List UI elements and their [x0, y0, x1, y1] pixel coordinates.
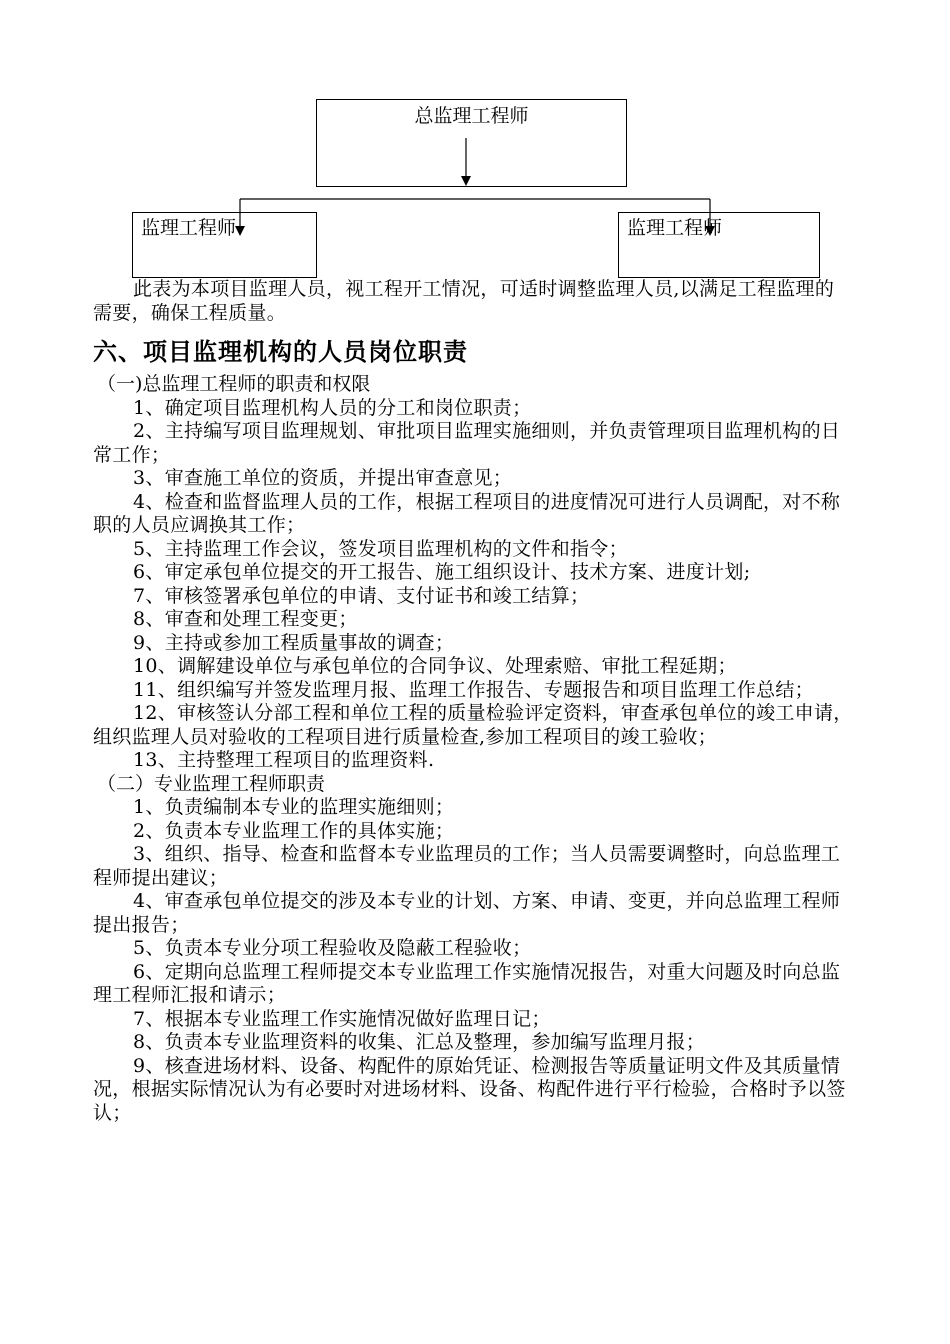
- list-item: 6、定期向总监理工程师提交本专业监理工作实施情况报告，对重大问题及时向总监理工程师汇报和请示；: [93, 960, 841, 1006]
- list-item: 8、负责本专业监理资料的收集、汇总及整理，参加编写监理月报；: [133, 1031, 706, 1053]
- section-title: 六、项目监理机构的人员岗位职责: [93, 338, 468, 366]
- list-item: 6、审定承包单位提交的开工报告、施工组织设计、技术方案、进度计划;: [133, 561, 751, 583]
- list-item: 5、主持监理工作会议，签发项目监理机构的文件和指令；: [133, 537, 628, 560]
- org-chart: [0, 0, 950, 290]
- engineer-label-right: 监理工程师: [627, 217, 723, 239]
- document-body: [93, 278, 853, 1125]
- list-item: 9、主持或参加工程质量事故的调查；: [133, 631, 455, 654]
- list-item: 3、审查施工单位的资质，并提出审查意见；: [133, 467, 513, 489]
- list-item: 12、审核签认分部工程和单位工程的质量检验评定资料，审查承包单位的竣工申请，组织监理人员对验收的工程项目进行质量检查,参加工程项目的竣工验收；: [93, 702, 853, 748]
- list-item: 2、负责本专业监理工作的具体实施；: [133, 819, 455, 842]
- list-item: 2、主持编写项目监理规划、审批项目监理实施细则，并负责管理项目监理机构的日常工作；: [93, 420, 841, 466]
- subsection-1-title: （一)总监理工程师的职责和权限: [97, 373, 371, 395]
- engineer-box-left: [132, 212, 317, 278]
- list-item: 7、审核签署承包单位的申请、支付证书和竣工结算；: [133, 584, 590, 607]
- list-item: 9、核查进场材料、设备、构配件的原始凭证、检测报告等质量证明文件及其质量情况，根据实际情况认为有必要时对进场材料、设备、构配件进行平行检验，合格时予以签认；: [93, 1054, 846, 1124]
- list-item: 3、组织、指导、检查和监督本专业监理员的工作；当人员需要调整时，向总监理工程师提出建议；: [93, 843, 841, 889]
- engineer-box-right: [618, 212, 820, 278]
- engineer-label-left: 监理工程师: [141, 217, 237, 239]
- chief-engineer-label: 总监理工程师: [414, 105, 529, 127]
- list-item: 4、审查承包单位提交的涉及本专业的计划、方案、申请、变更，并向总监理工程师提出报告；: [93, 890, 841, 936]
- list-item: 10、调解建设单位与承包单位的合同争议、处理索赔、审批工程延期；: [133, 655, 737, 677]
- list-item: 4、检查和监督监理人员的工作，根据工程项目的进度情况可进行人员调配，对不称职的人员应调换其工作；: [93, 490, 841, 536]
- list-item: 1、负责编制本专业的监理实施细则；: [133, 796, 455, 818]
- intro-paragraph: 此表为本项目监理人员，视工程开工情况，可适时调整监理人员,以满足工程监理的需要，确保工程质量。: [93, 278, 835, 324]
- list-item: 1、确定项目监理机构人员的分工和岗位职责；: [133, 396, 532, 419]
- list-item: 13、主持整理工程项目的监理资料.: [133, 749, 435, 771]
- list-item: 8、审查和处理工程变更；: [133, 608, 358, 630]
- list-item: 5、负责本专业分项工程验收及隐蔽工程验收；: [133, 937, 532, 959]
- list-item: 7、根据本专业监理工作实施情况做好监理日记；: [133, 1007, 551, 1030]
- chief-engineer-box: [316, 99, 627, 187]
- subsection-2-title: （二）专业监理工程师职责: [97, 772, 326, 795]
- list-item: 11、组织编写并签发监理月报、监理工作报告、专题报告和项目监理工作总结；: [133, 678, 814, 701]
